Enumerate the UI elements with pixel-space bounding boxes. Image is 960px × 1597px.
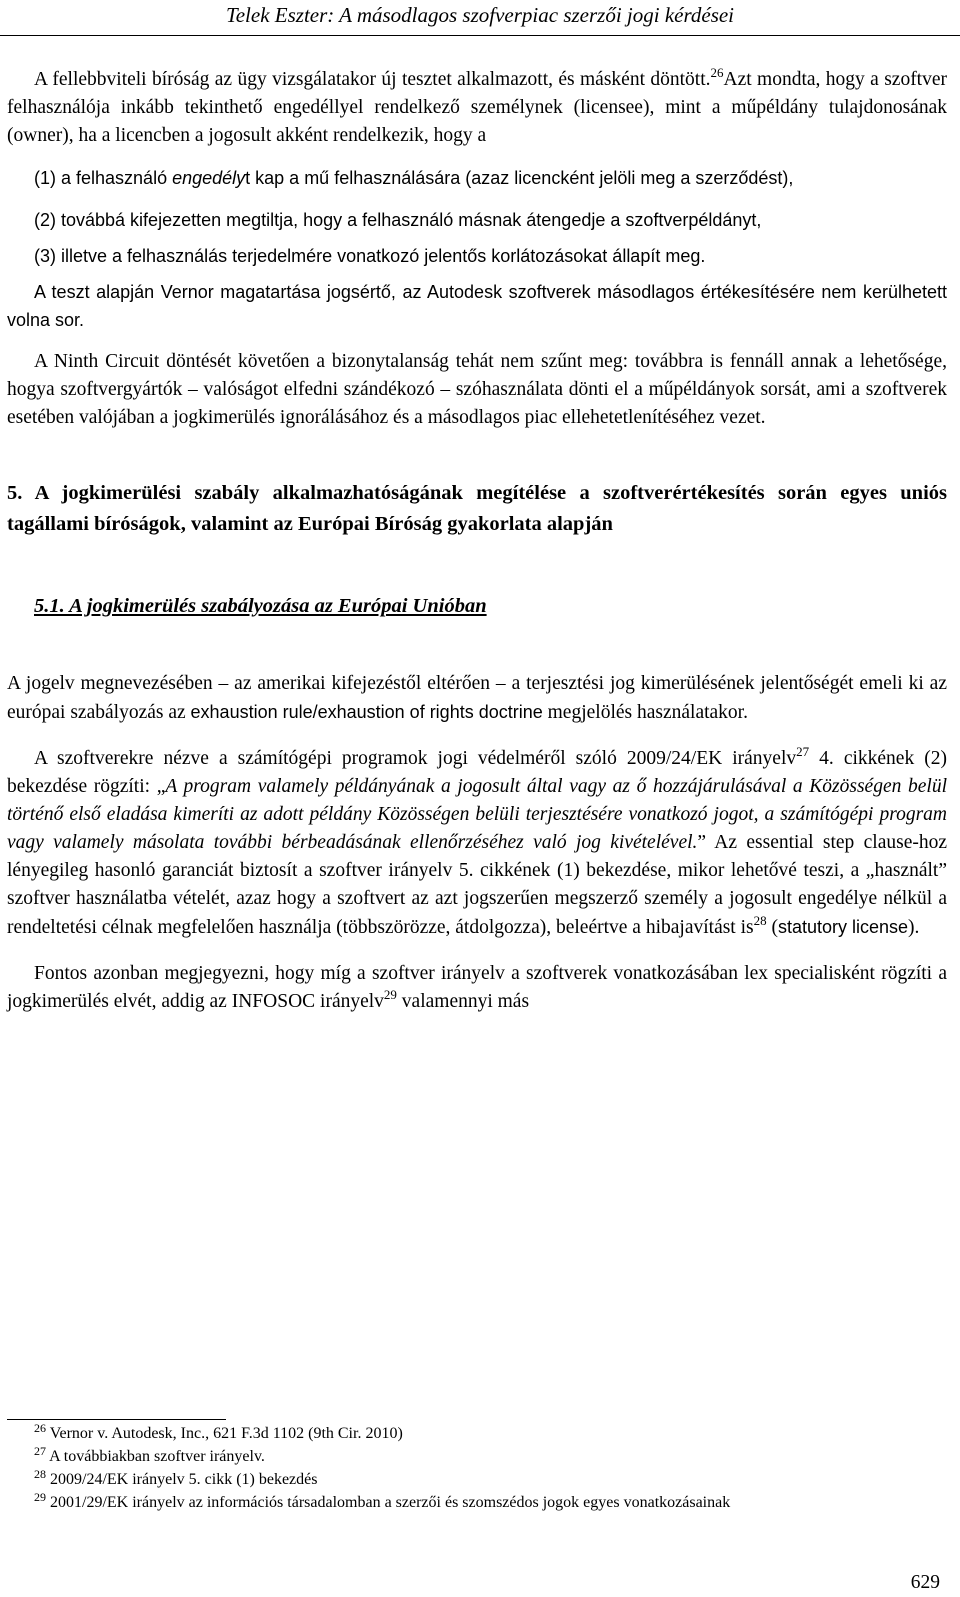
subsection-title: 5.1. A jogkimerülés szabályozása az Európai Unióban (34, 595, 487, 617)
footnote-text: 2001/29/EK irányelv az információs társadalomban a szerzői és szomszédos jogok egyes vonatkozásainak (46, 1494, 731, 1511)
footnote-27 (7, 1445, 947, 1468)
footnote-number: 27 (34, 1444, 46, 1458)
footnote-number: 29 (34, 1490, 46, 1504)
paragraph-5 (7, 745, 947, 942)
paragraph-5-text-d: ( (766, 917, 778, 938)
paragraph-6-text-b: valamennyi más (396, 991, 530, 1012)
footnote-28 (7, 1468, 947, 1491)
section-title: 5. A jogkimerülési szabály alkalmazhatóságának megítélése a szoftverértékesítés során egyes uniós tagállami bíróságok, valamint az Európai Bíróság gyakorlata alapján (7, 482, 947, 535)
footnote-number: 28 (34, 1467, 46, 1481)
page-number: 629 (910, 1572, 940, 1593)
paragraph-5-text-a: A szoftverekre nézve a számítógépi programok jogi védelméről szóló 2009/24/EK irányelv (34, 748, 797, 769)
footnote-29 (7, 1491, 947, 1514)
footnote-text: 2009/24/EK irányelv 5. cikk (1) bekezdés (46, 1471, 318, 1488)
list-item-1-text-a: (1) a felhasználó (34, 168, 173, 188)
list-item-2: (2) továbbá kifejezetten megtiltja, hogy a felhasználó másnak átengedje a szoftverpéldányt, (34, 210, 762, 230)
paragraph-5-text-f: ). (908, 917, 920, 938)
paragraph-4-term: exhaustion rule/exhaustion of rights doctrine (190, 702, 543, 722)
paragraph-3: A Ninth Circuit döntését követően a bizonytalanság tehát nem szűnt meg: továbbra is fennáll annak a lehetősége, hogya szoftvergyártók – valóságot elfedni szándékozó – szóhasználata dönti el a műpéldányok sorsát, ami a szoftverek esetében valójában a jogkimerülés ignorálásához és a másodlagos piac ellehetetlenítéséhez vezet. (7, 351, 947, 428)
paragraph-4-text-c: megjelölés használatakor. (542, 702, 748, 723)
paragraph-5-quote: A program valamely példányának a jogosult által vagy az ő hozzájárulásával a Közösségen belül történő első eladása kimeríti az adott példány Közösségen belüli terjesztésére vonatkozó jogot, a számítógépi program vagy valamely másolata további bérbeadásának ellenőrzéséhez való jog kivételével. (7, 776, 947, 853)
paragraph-4 (7, 670, 947, 727)
running-header: Telek Eszter: A másodlagos szofverpiac szerzői jogi kérdései (225, 3, 735, 27)
footnote-number: 26 (34, 1421, 46, 1435)
paragraph-1-text-a: A fellebbviteli bíróság az ügy vizsgálatakor új tesztet alkalmazott, és másként döntött. (34, 69, 711, 90)
paragraph-1-text-b: Azt mondta, hogy a szoftver felhasználója inkább tekinthető engedéllyel rendelkező személynek (licensee), mint a műpéldány tulajdonosának (owner), ha a licencben a jogosult akként rendelkezik, hogy a (7, 69, 948, 146)
footnote-ref-29[interactable]: 29 (383, 987, 397, 1002)
footnote-ref-26[interactable]: 26 (710, 65, 724, 80)
footnote-ref-27[interactable]: 27 (796, 744, 810, 759)
footnote-separator (7, 1419, 226, 1420)
footnote-ref-28[interactable]: 28 (753, 913, 767, 928)
paragraph-2: A teszt alapján Vernor magatartása jogsértő, az Autodesk szoftverek másodlagos értékesítésére nem kerülhetett volna sor. (7, 282, 947, 330)
list-item-1-emphasis: engedély (172, 168, 246, 188)
footnotes (7, 1422, 947, 1514)
list-item-1-text-b: t kap a mű felhasználására (azaz licencként jelöli meg a szerződést), (245, 168, 794, 188)
paragraph-5-text-b: 4. cikkének (2) bekezdése rögzíti: „ (7, 748, 947, 797)
paragraph-6-text-a: Fontos azonban megjegyezni, hogy míg a szoftver irányelv a szoftverek vonatkozásában lex specialisként rögzíti a jogkimerülés elvét, addig az INFOSOC irányelv (7, 963, 947, 1012)
paragraph-4-text-a: A jogelv megnevezésében – az amerikai kifejezéstől eltérően – a terjesztési jog kimerülésének jelentőségét emeli ki az európai szabályozás az (7, 673, 947, 723)
paragraph-1 (7, 66, 947, 150)
paragraph-5-term: statutory license (777, 917, 909, 937)
list-item-3: (3) illetve a felhasználás terjedelmére vonatkozó jelentős korlátozásokat állapít meg. (34, 246, 706, 266)
footnote-26 (7, 1422, 947, 1445)
paragraph-6 (7, 960, 947, 1016)
header-rule (0, 35, 960, 36)
body-text (7, 66, 947, 1016)
paragraph-5-text-c: ” Az essential step clause-hoz lényegileg hasonló garanciát biztosít a szoftver irányelv 5. cikkének (1) bekezdése, mikor lehetővé teszi, a „használt” szoftver használatba vételét, azaz hogy a szoftvert az azt jogszerűen megszerző személy a jogosult engedélye nélkül a rendeltetési célnak megfelelően használja (többszörözze, átdolgozza), beleértve a hibajavítást is (7, 832, 947, 938)
list-item-1 (7, 164, 947, 192)
footnote-text: A továbbiakban szoftver irányelv. (46, 1448, 265, 1465)
footnote-text: Vernor v. Autodesk, Inc., 621 F.3d 1102 (9th Cir. 2010) (46, 1425, 403, 1442)
